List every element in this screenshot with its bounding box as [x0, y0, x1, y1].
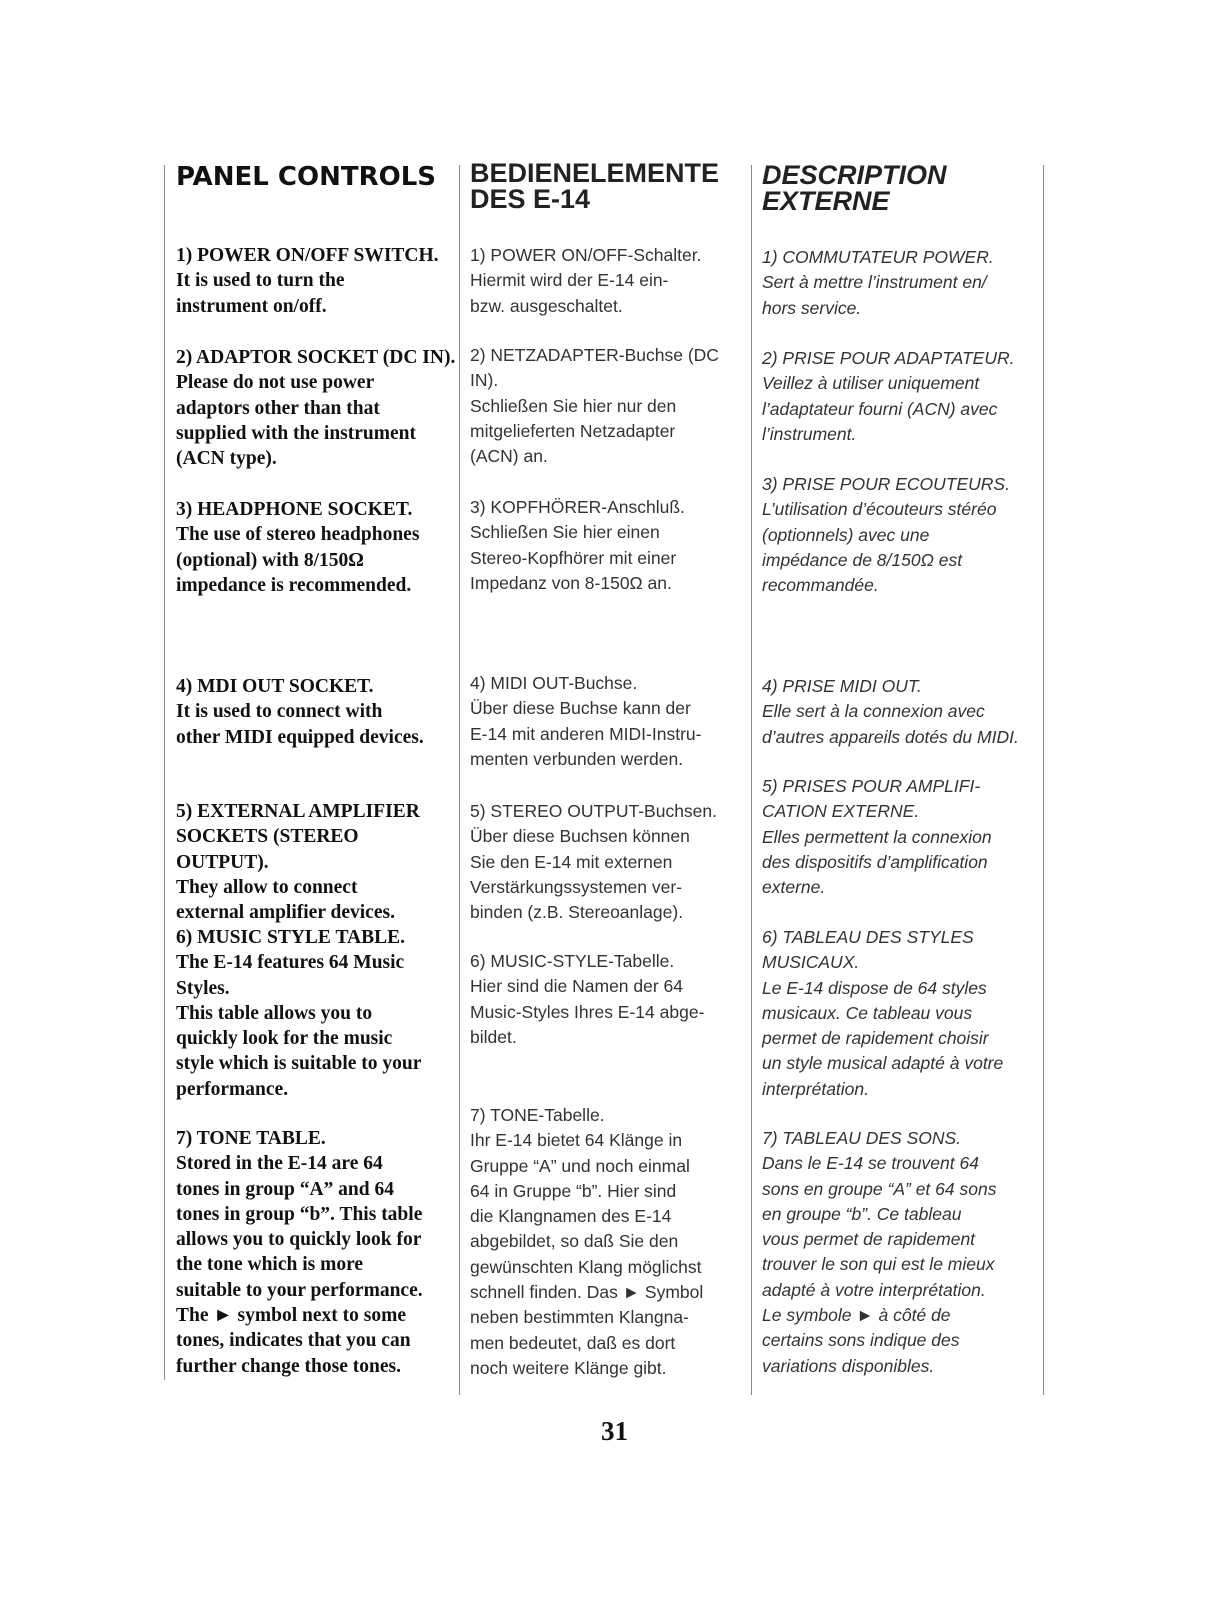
column-divider-2 [751, 165, 752, 1395]
german-item-4: 4) MIDI OUT-Buchse. Über diese Buchse kann der E-14 mit anderen MIDI-Instru- menten verbunden werden. [470, 673, 702, 769]
german-item-6: 6) MUSIC-STYLE-Tabelle. Hier sind die Namen der 64 Music-Styles Ihres E-14 abge- bildet. [470, 951, 705, 1047]
english-item-3: 3) HEADPHONE SOCKET. The use of stereo headphones (optional) with 8/150Ω impedance is recommended. [176, 499, 420, 596]
english-item-5: 5) EXTERNAL AMPLIFIER SOCKETS (STEREO OUTPUT). They allow to connect external amplifier devices. [176, 801, 420, 924]
english-column-title: PANEL CONTROLS [176, 162, 437, 192]
german-item-2: 2) NETZADAPTER-Buchse (DC IN). Schließen Sie hier nur den mitgelieferten Netzadapter (ACN) an. [470, 345, 719, 467]
french-item-3: 3) PRISE POUR ECOUTEURS. L’utilisation d’écouteurs stéréo (optionnels) avec une impédance de 8/150Ω est recommandée. [762, 474, 1010, 596]
english-item-1: 1) POWER ON/OFF SWITCH. It is used to turn the instrument on/off. [176, 245, 439, 317]
german-item-1: 1) POWER ON/OFF-Schalter. Hiermit wird der E-14 ein- bzw. ausgeschaltet. [470, 245, 702, 316]
french-item-1: 1) COMMUTATEUR POWER. Sert à mettre l’instrument en/ hors service. [762, 247, 994, 318]
english-item-4: 4) MDI OUT SOCKET. It is used to connect with other MIDI equipped devices. [176, 676, 424, 748]
english-item-6: 6) MUSIC STYLE TABLE. The E-14 features 64 Music Styles. This table allows you to quickly look for the music style which is suitable to your performance. [176, 927, 422, 1100]
french-item-5: 5) PRISES POUR AMPLIFI- CATION EXTERNE. Elles permettent la connexion des dispositifs d’amplification externe. [762, 776, 992, 898]
german-item-5: 5) STEREO OUTPUT-Buchsen. Über diese Buchsen können Sie den E-14 mit externen Verstärkungssystemen ver- binden (z.B. Stereoanlage). [470, 801, 718, 923]
column-divider-1 [459, 165, 460, 1395]
column-divider-left [164, 165, 165, 1380]
german-column-title: BEDIENELEMENTE DES E-14 [470, 158, 720, 214]
french-column-title: DESCRIPTION EXTERNE [762, 160, 947, 216]
french-item-4: 4) PRISE MIDI OUT. Elle sert à la connexion avec d’autres appareils dotés du MIDI. [762, 676, 1019, 747]
english-item-2: 2) ADAPTOR SOCKET (DC IN). Please do not use power adaptors other than that supplied with the instrument (ACN type). [176, 347, 456, 470]
page-number: 31 [601, 1416, 628, 1446]
french-item-7: 7) TABLEAU DES SONS. Dans le E-14 se trouvent 64 sons en groupe “A” et 64 sons en groupe “b”. Ce tableau vous permet de rapidement trouver le son qui est le mieux adapté à votre interprétation. Le symbole ► à côté de certains sons indique des variations disponibles. [762, 1128, 997, 1376]
german-item-3: 3) KOPFHÖRER-Anschluß. Schließen Sie hier einen Stereo-Kopfhörer mit einer Impedanz von 8-150Ω an. [470, 497, 685, 593]
german-item-7: 7) TONE-Tabelle. Ihr E-14 bietet 64 Klänge in Gruppe “A” und noch einmal 64 in Gruppe “b”. Hier sind die Klangnamen des E-14 abgebildet, so daß Sie den gewünschten Klang möglichst schnell finden. Das ► Symbol neben bestimmten Klangna- men bedeutet, daß es dort noch weitere Klänge gibt. [470, 1105, 704, 1378]
english-item-7: 7) TONE TABLE. Stored in the E-14 are 64 tones in group “A” and 64 tones in group “b”. This table allows you to quickly look for the tone which is more suitable to your performance. The ► symbol next to some tones, indicates that you can further change those tones. [176, 1128, 423, 1377]
french-item-2: 2) PRISE POUR ADAPTATEUR. Veillez à utiliser uniquement l’adaptateur fourni (ACN) avec l’instrument. [762, 348, 1015, 444]
french-item-6: 6) TABLEAU DES STYLES MUSICAUX. Le E-14 dispose de 64 styles musicaux. Ce tableau vous permet de rapidement choisir un style musical adapté à votre interprétation. [762, 927, 1004, 1099]
